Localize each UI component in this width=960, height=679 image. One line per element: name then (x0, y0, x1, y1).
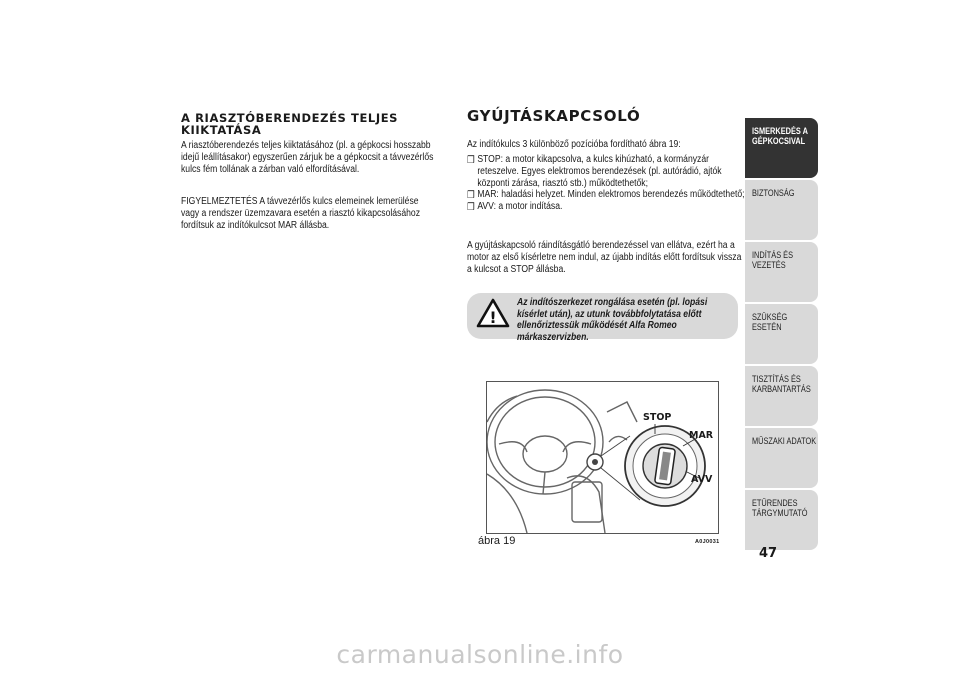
ignition-illustration (487, 382, 718, 533)
mar-label: MAR (689, 430, 714, 441)
list-item (467, 189, 747, 201)
warning-text: Az indítószerkezet rongálása esetén (pl. lopási kísérlet után), az utunk továbbfolytatása előtt ellenőriztessük működését Alfa Romeo márkaszervizben. (517, 297, 708, 343)
stop-label: STOP (643, 412, 672, 423)
tab-cleaning-maintenance[interactable]: TISZTÍTÁS ÉS KARBANTARTÁS (745, 366, 818, 426)
tab-emergency[interactable]: SZÜKSÉG ESETÉN (745, 304, 818, 364)
watermark: carmanualsonline.info (336, 640, 624, 669)
checkbox-bullet-icon: ❒ (467, 155, 475, 166)
avv-label: AVV (691, 474, 713, 485)
checkbox-bullet-icon: ❒ (467, 190, 475, 202)
figure-caption: ábra 19 (478, 535, 516, 547)
ignition-figure (486, 381, 719, 534)
ignition-position-list (467, 154, 747, 213)
svg-text:!: ! (489, 308, 497, 327)
list-item-text: STOP: a motor kikapcsolva, a kulcs kihúzható, a kormányzár reteszelve. Egyes elektromos berendezések (pl. autórádió, ajtók központi zárása, riasztó stb.) működtethetők; (477, 154, 722, 189)
list-item-text: MAR: haladási helyzet. Minden elektromos berendezés működtethető; (477, 189, 745, 201)
tab-safety[interactable]: BIZTONSÁG (745, 180, 818, 240)
figure-code: A0J0031 (695, 539, 720, 545)
checkbox-bullet-icon: ❒ (467, 202, 475, 214)
alarm-warning-paragraph: FIGYELMEZTETÉS A távvezérlős kulcs elemeinek lemerülése vagy a rendszer üzemzavara esetén a riasztó kikapcsolásához fordítsuk az indítókulcsot MAR állásba. (181, 196, 421, 231)
ignition-intro: Az indítókulcs 3 különböző pozícióba fordítható ábra 19: (467, 139, 681, 150)
immobilizer-paragraph: A gyújtáskapcsoló ráindításgátló berendezéssel van ellátva, ezért ha a motor az első kísérletre nem indul, az újabb indítás előtt fordítsuk vissza a kulcsot a STOP állásba. (467, 240, 742, 275)
list-item (467, 154, 747, 189)
warning-triangle-icon (476, 298, 510, 328)
page-number: 47 (759, 546, 778, 561)
tab-index[interactable]: ETŰRENDES TÁRGYMUTATÓ (745, 490, 818, 550)
list-item (467, 201, 747, 213)
alarm-paragraph: A riasztóberendezés teljes kiiktatásához (pl. a gépkocsi hosszabb idejű leállításakor) egyszerűen zárjuk be a gépkocsit a távvezérlős kulcs fém tollának a zárban való elfordításával. (181, 140, 434, 175)
tab-starting-driving[interactable]: INDÍTÁS ÉS VEZETÉS (745, 242, 818, 302)
tab-technical-data[interactable]: MŰSZAKI ADATOK (745, 428, 818, 488)
section-heading-ignition: GYÚJTÁSKAPCSOLÓ (467, 107, 641, 125)
chapter-tabs (745, 118, 818, 552)
list-item-text: AVV: a motor indítása. (477, 201, 563, 213)
section-heading-alarm: A RIASZTÓBERENDEZÉS TELJES KIIKTATÁSA (181, 111, 399, 137)
tab-getting-to-know[interactable]: ISMERKEDÉS A GÉPKOCSIVAL (745, 118, 818, 178)
